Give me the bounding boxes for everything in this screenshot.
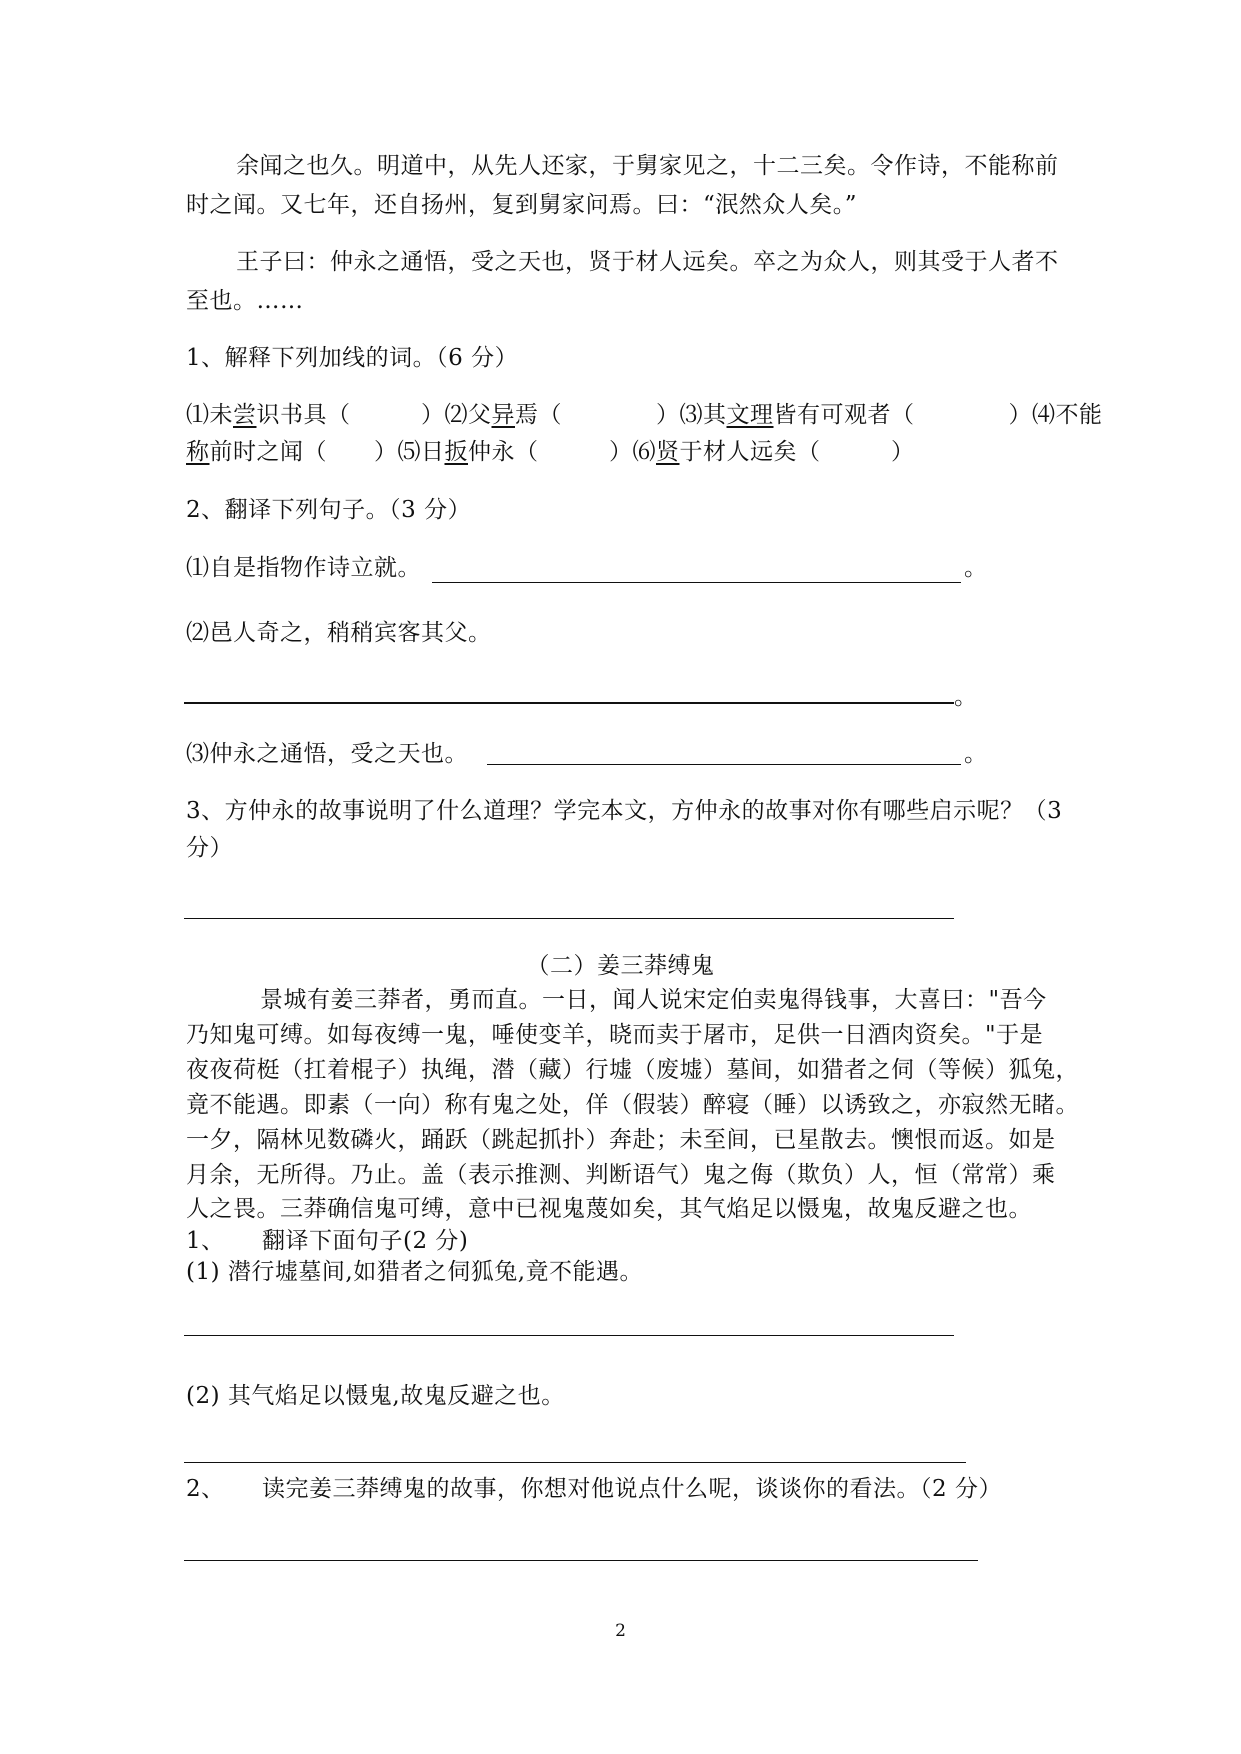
answer-line[interactable] <box>184 702 954 704</box>
answer-line[interactable] <box>184 1560 978 1561</box>
item-prefix: ⑶其 <box>679 402 727 428</box>
question-4-sentence-2: (2) 其气焰足以慑鬼,故鬼反避之也。 <box>186 1383 565 1409</box>
answer-line[interactable] <box>432 582 961 583</box>
item-prefix: ⑴未 <box>186 402 233 428</box>
question-4-sentence-1: (1) 潜行墟墓间,如猎者之伺狐兔,竟不能遇。 <box>186 1259 644 1285</box>
question-2-sentence-1: ⑴自是指物作诗立就。 <box>186 555 421 581</box>
question-2-sentence-2: ⑵邑人奇之，稍稍宾客其父。 <box>186 620 492 646</box>
passage1-line: 至也。…… <box>186 288 304 314</box>
question-4-number: 1、 <box>186 1228 225 1254</box>
item-prefix: ⑹ <box>632 439 656 465</box>
question-3-line: 3、方仲永的故事说明了什么道理？学完本文，方仲永的故事对你有哪些启示呢？（3 <box>186 798 1063 824</box>
underlined-word: 扳 <box>444 439 468 465</box>
underlined-word: 异 <box>491 402 515 428</box>
passage2-line: 月余，无所得。乃止。盖（表示推测、判断语气）鬼之侮（欺负）人，恒（常常）乘 <box>186 1162 1056 1188</box>
page-number: 2 <box>615 1621 626 1641</box>
item-suffix: 皆有可观者（ ） <box>773 402 1032 428</box>
item-suffix: 仲永（ ） <box>468 439 633 465</box>
answer-line[interactable] <box>184 1462 966 1463</box>
passage1-line: 王子曰：仲永之通悟，受之天也，贤于材人远矣。卒之为众人，则其受于人者不 <box>236 249 1059 275</box>
sentence-end-mark: 。 <box>954 684 978 710</box>
question-3-line: 分） <box>186 835 233 861</box>
passage2-title: （二）姜三莽缚鬼 <box>526 953 715 979</box>
answer-line[interactable] <box>487 764 961 765</box>
passage2-line: 竟不能遇。即素（一向）称有鬼之处，佯（假装）醉寝（睡）以诱致之，亦寂然无睹。 <box>186 1092 1079 1118</box>
item-prefix: ⑸日 <box>397 439 445 465</box>
underlined-word: 贤 <box>656 439 680 465</box>
question-5-text: 读完姜三莽缚鬼的故事，你想对他说点什么呢，谈谈你的看法。（2 分） <box>262 1476 1002 1502</box>
item-suffix: 焉（ ） <box>515 402 680 428</box>
answer-line[interactable] <box>184 918 954 919</box>
question-1-items-row1 <box>186 399 1103 431</box>
underlined-word: 文理 <box>726 402 774 428</box>
passage1-line: 时之闻。又七年，还自扬州，复到舅家问焉。曰：“泯然众人矣。” <box>186 192 858 218</box>
item-suffix: 识书具（ ） <box>256 402 445 428</box>
underlined-word: 称 <box>186 439 210 465</box>
passage1-line: 余闻之也久。明道中，从先人还家，于舅家见之，十二三矣。令作诗，不能称前 <box>236 153 1059 179</box>
underlined-word: 尝 <box>233 402 257 428</box>
passage2-line: 乃知鬼可缚。如每夜缚一鬼，唾使变羊，晓而卖于屠市，足供一日酒肉资矣。"于是 <box>186 1022 1044 1048</box>
item-suffix: 前时之闻（ ） <box>209 439 398 465</box>
answer-line[interactable] <box>184 1335 954 1336</box>
question-4-title: 翻译下面句子(2 分) <box>262 1228 469 1254</box>
sentence-end-mark: 。 <box>964 555 988 581</box>
passage2-line: 景城有姜三莽者，勇而直。一日，闻人说宋定伯卖鬼得钱事，大喜曰："吾今 <box>260 987 1047 1013</box>
item-suffix: 于材人远矣（ ） <box>679 439 915 465</box>
item-prefix: ⑵父 <box>444 402 492 428</box>
question-5-number: 2、 <box>186 1476 225 1502</box>
sentence-end-mark: 。 <box>964 741 988 767</box>
question-1-items-row2 <box>186 436 915 468</box>
passage2-line: 一夕，隔林见数磷火，踊跃（跳起抓扑）奔赴；未至间，已星散去。懊恨而返。如是 <box>186 1127 1056 1153</box>
question-2-title: 2、翻译下列句子。（3 分） <box>186 497 472 523</box>
item-prefix: ⑷不能 <box>1032 402 1103 428</box>
question-2-sentence-3: ⑶仲永之通悟，受之天也。 <box>186 741 468 767</box>
question-1-title: 1、解释下列加线的词。（6 分） <box>186 345 519 371</box>
passage2-line: 人之畏。三莽确信鬼可缚，意中已视鬼蔑如矣，其气焰足以慑鬼，故鬼反避之也。 <box>186 1196 1032 1222</box>
passage2-line: 夜夜荷梃（扛着棍子）执绳，潜（藏）行墟（废墟）墓间，如猎者之伺（等候）狐兔， <box>186 1057 1079 1083</box>
